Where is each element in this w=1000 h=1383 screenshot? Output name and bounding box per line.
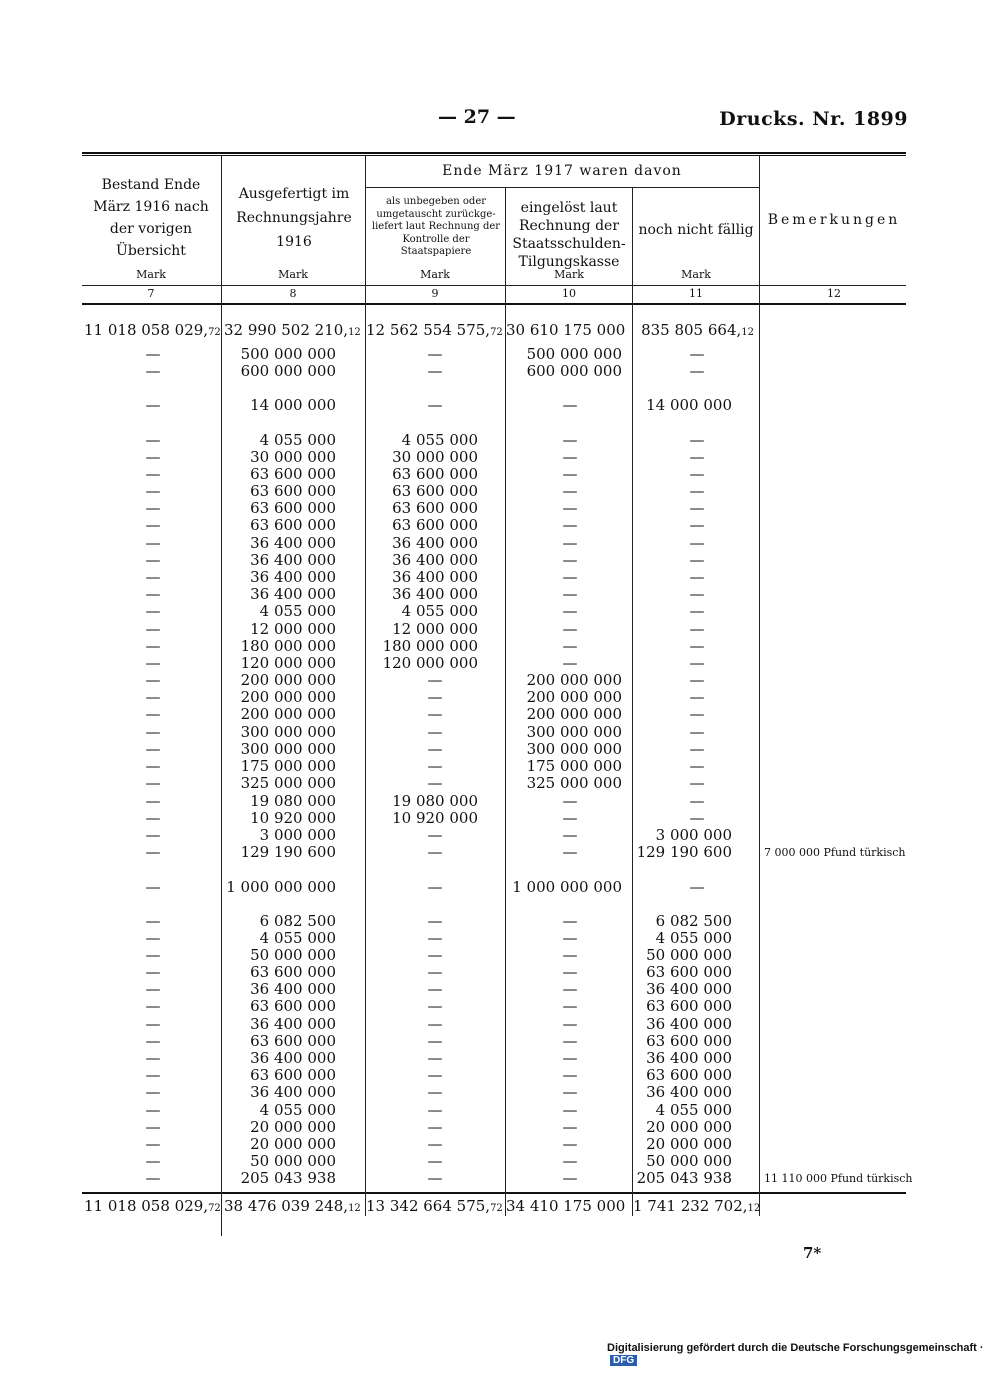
cell-c8: 200 000 000 [240,688,336,706]
col-divider-11-12 [759,156,760,1216]
cell-c8: 63 600 000 [250,516,336,534]
cell-c9: 120 000 000 [382,654,478,672]
cell-c9: — [427,1083,443,1101]
cell-c9: — [427,362,443,380]
cell-c8: 36 400 000 [250,585,336,603]
cell-c11: 63 600 000 [646,963,732,981]
cell-c8: 12 000 000 [250,620,336,638]
cell-c8: 300 000 000 [240,740,336,758]
cell-c7: — [145,774,161,792]
cell-c9: — [427,345,443,363]
cell-c7: — [145,1015,161,1033]
cell-c10: — [562,1101,578,1119]
cell-c9: — [427,826,443,844]
cell-c7: — [145,602,161,620]
cell-c7: — [145,482,161,500]
cell-c11: — [689,878,705,896]
cell-c9: — [427,1032,443,1050]
cell-c10: — [562,912,578,930]
cell-c7: — [145,568,161,586]
cell-c7: — [145,1152,161,1170]
cell-c7: — [145,637,161,655]
cell-c8: 63 600 000 [250,499,336,517]
cell-c11: 36 400 000 [646,1049,732,1067]
cell-c8: 63 600 000 [250,963,336,981]
cell-c9: 63 600 000 [392,499,478,517]
cell-c9: 19 080 000 [392,792,478,810]
cell-c12: 7 000 000 Pfund türkisch [764,846,906,859]
cell-c10: — [562,551,578,569]
cell-c10: 300 000 000 [526,740,622,758]
cell-c9: 36 400 000 [392,568,478,586]
cell-c11: — [689,448,705,466]
cell-c7: — [145,929,161,947]
cell-c8: 120 000 000 [240,654,336,672]
cell-c10: — [562,1015,578,1033]
cell-c7: — [145,671,161,689]
cell-c9: 63 600 000 [392,516,478,534]
cell-c8: 32 990 502 210,12 [224,321,361,339]
cell-c8: 10 920 000 [250,809,336,827]
cell-c10: — [562,826,578,844]
cell-c10: — [562,997,578,1015]
cell-c9: — [427,723,443,741]
cell-c9: — [427,929,443,947]
cell-c9: 12 000 000 [392,620,478,638]
cell-c11: — [689,671,705,689]
cell-c10: — [562,1169,578,1187]
cell-c9: — [427,1049,443,1067]
cell-c10: — [562,1118,578,1136]
cell-c11: — [689,602,705,620]
cell-c10: — [562,431,578,449]
cell-c8: 14 000 000 [250,396,336,414]
cell-c11: 50 000 000 [646,1152,732,1170]
cell-c10: — [562,1066,578,1084]
cell-c8: 63 600 000 [250,1066,336,1084]
cell-c8: 180 000 000 [240,637,336,655]
cell-c7: — [145,1118,161,1136]
cell-c9: — [427,757,443,775]
cell-c10: — [562,602,578,620]
cell-c8: 20 000 000 [250,1135,336,1153]
cell-c10: — [562,1083,578,1101]
cell-c11: 50 000 000 [646,946,732,964]
col11-unit: Mark [681,268,711,281]
cell-c7: — [145,688,161,706]
cell-c11: — [689,723,705,741]
cell-c11: — [689,654,705,672]
cell-c10: — [562,396,578,414]
cell-c7: — [145,620,161,638]
cell-c7: — [145,792,161,810]
cell-c9: 63 600 000 [392,465,478,483]
cell-c9: — [427,1152,443,1170]
cell-c8: 3 000 000 [259,826,336,844]
cell-c9: — [427,1135,443,1153]
cell-c9: — [427,878,443,896]
col7-header: Bestand Ende März 1916 nach der vorigen Übersicht [93,177,209,259]
cell-c11: — [689,620,705,638]
cell-c8: 50 000 000 [250,1152,336,1170]
cell-c7: — [145,1066,161,1084]
cell-c9: — [427,963,443,981]
cell-c11: — [689,637,705,655]
cell-c8: 63 600 000 [250,465,336,483]
cell-c10: — [562,620,578,638]
cell-c7: — [145,585,161,603]
cell-c10: — [562,585,578,603]
cell-c11: — [689,482,705,500]
cell-c8: 20 000 000 [250,1118,336,1136]
units-rule [82,285,906,286]
cell-c9: — [427,740,443,758]
cell-c11: — [689,551,705,569]
cell-c7: — [145,723,161,741]
cell-c7: — [145,1032,161,1050]
cell-c10: — [562,448,578,466]
cell-c9: 4 055 000 [401,602,478,620]
cell-c9: — [427,1015,443,1033]
cell-c7: — [145,499,161,517]
cell-c11: 4 055 000 [655,929,732,947]
cell-c10: 1 000 000 000 [512,878,622,896]
cell-c9: — [427,688,443,706]
cell-c11: — [689,740,705,758]
cell-c8: 63 600 000 [250,997,336,1015]
cell-c7: — [145,912,161,930]
col10-unit: Mark [554,268,584,281]
cell-c7: — [145,980,161,998]
cell-c7: — [145,431,161,449]
table-top-rule [82,152,906,154]
cell-c9: — [427,671,443,689]
cell-c11: — [689,568,705,586]
cell-c12: 11 110 000 Pfund türkisch [764,1172,913,1185]
col9-number: 9 [431,287,439,300]
page-number: — 27 — [438,106,516,128]
cell-c11: 20 000 000 [646,1118,732,1136]
cell-c10: — [562,465,578,483]
cell-c10: 600 000 000 [526,362,622,380]
cell-c7: — [145,757,161,775]
cell-c9: — [427,997,443,1015]
cell-c9: — [427,1169,443,1187]
cell-c11: 129 190 600 [636,843,732,861]
cell-c8: 205 043 938 [240,1169,336,1187]
cell-c8: 36 400 000 [250,534,336,552]
cell-c10: — [562,946,578,964]
total-col9: 13 342 664 575,72 [366,1197,503,1215]
cell-c7: — [145,534,161,552]
cell-c8: 129 190 600 [240,843,336,861]
cell-c7: 11 018 058 029,72 [84,321,221,339]
cell-c7: — [145,1049,161,1067]
total-col8: 38 476 039 248,12 [224,1197,361,1215]
col7-number: 7 [147,287,155,300]
cell-c7: — [145,946,161,964]
cell-c9: — [427,980,443,998]
cell-c10: — [562,809,578,827]
cell-c10: — [562,1032,578,1050]
cell-c11: 63 600 000 [646,1066,732,1084]
cell-c11: — [689,809,705,827]
cell-c8: 50 000 000 [250,946,336,964]
col11-number: 11 [689,287,703,300]
dfg-logo: DFG [610,1355,637,1366]
col8-header: Ausgefertigt im Rechnungsjahre 1916 [236,186,352,250]
cell-c7: — [145,809,161,827]
cell-c10: 500 000 000 [526,345,622,363]
cell-c10: — [562,568,578,586]
cell-c10: 200 000 000 [526,705,622,723]
cell-c10: 200 000 000 [526,671,622,689]
cell-c7: — [145,396,161,414]
cell-c9: 30 000 000 [392,448,478,466]
cell-c8: 600 000 000 [240,362,336,380]
cell-c9: 36 400 000 [392,534,478,552]
cell-c7: — [145,516,161,534]
cell-c10: — [562,963,578,981]
cell-c8: 500 000 000 [240,345,336,363]
cell-c7: — [145,843,161,861]
cell-c8: 36 400 000 [250,1015,336,1033]
col9-unit: Mark [420,268,450,281]
cell-c11: 63 600 000 [646,997,732,1015]
cell-c9: 36 400 000 [392,585,478,603]
cell-c11: 14 000 000 [646,396,732,414]
cell-c9: 4 055 000 [401,431,478,449]
print-reference: Drucks. Nr. 1899 [719,108,908,130]
cell-c8: 1 000 000 000 [226,878,336,896]
col10-number: 10 [562,287,576,300]
total-col10: 34 410 175 000 [506,1197,626,1215]
cell-c11: — [689,465,705,483]
cell-c11: — [689,792,705,810]
cell-c10: — [562,1152,578,1170]
cell-c8: 4 055 000 [259,1101,336,1119]
page-header [0,106,1000,136]
cell-c10: 300 000 000 [526,723,622,741]
cell-c7: — [145,1135,161,1153]
cell-c10: — [562,792,578,810]
cell-c10: — [562,534,578,552]
cell-c11: — [689,499,705,517]
cell-c9: — [427,946,443,964]
cell-c10: — [562,843,578,861]
cell-c9: — [427,396,443,414]
totals-rule [82,1192,906,1194]
cell-c9: — [427,912,443,930]
col8-number: 8 [289,287,297,300]
cell-c7: — [145,448,161,466]
cell-c8: 19 080 000 [250,792,336,810]
cell-c9: — [427,705,443,723]
cell-c9: 180 000 000 [382,637,478,655]
cell-c8: 30 000 000 [250,448,336,466]
cell-c11: — [689,534,705,552]
cell-c9: 12 562 554 575,72 [366,321,503,339]
cell-c8: 4 055 000 [259,431,336,449]
cell-c9: — [427,774,443,792]
cell-c9: 63 600 000 [392,482,478,500]
cell-c7: — [145,465,161,483]
cell-c7: — [145,740,161,758]
cell-c11: — [689,757,705,775]
cell-c7: — [145,1083,161,1101]
cell-c7: — [145,997,161,1015]
cell-c11: — [689,688,705,706]
cell-c11: 20 000 000 [646,1135,732,1153]
cell-c10: 325 000 000 [526,774,622,792]
cell-c7: — [145,705,161,723]
cell-c8: 63 600 000 [250,482,336,500]
cell-c8: 300 000 000 [240,723,336,741]
cell-c10: — [562,482,578,500]
table-top-rule-2 [82,155,906,156]
col9-header: als unbegeben oder umgetauscht zurückge- liefert laut Rechnung der Kontrolle der Staatspapiere [371,196,501,257]
cell-c10: — [562,637,578,655]
digitization-text: Digitalisierung gefördert durch die Deutsche Forschungsgemeinschaft · [607,1342,984,1354]
cell-c8: 200 000 000 [240,705,336,723]
col-divider-7-8 [221,156,222,1236]
cell-c10: — [562,1049,578,1067]
cell-c8: 63 600 000 [250,1032,336,1050]
col11-header: noch nicht fällig [638,222,754,238]
cell-c8: 36 400 000 [250,551,336,569]
digitization-credit [607,1342,1000,1366]
cell-c11: — [689,362,705,380]
cell-c11: — [689,431,705,449]
cell-c11: 3 000 000 [655,826,732,844]
cell-c10: — [562,654,578,672]
cell-c11: — [689,516,705,534]
total-col7: 11 018 058 029,72 [84,1197,221,1215]
col-divider-8-9 [365,156,366,1216]
cell-c11: 205 043 938 [636,1169,732,1187]
col10-header: eingelöst laut Rechnung der Staatsschulden- Tilgungskasse [512,200,626,270]
cell-c7: — [145,551,161,569]
cell-c10: — [562,980,578,998]
cell-c8: 36 400 000 [250,980,336,998]
cell-c11: — [689,705,705,723]
col12-header: Bemerkungen [767,212,901,228]
cell-c10: — [562,516,578,534]
cell-c7: — [145,878,161,896]
cell-c7: — [145,963,161,981]
cell-c11: 36 400 000 [646,1015,732,1033]
cell-c11: — [689,345,705,363]
cell-c8: 4 055 000 [259,929,336,947]
cell-c8: 175 000 000 [240,757,336,775]
cell-c10: — [562,929,578,947]
header-bottom-rule [82,303,906,305]
cell-c11: 63 600 000 [646,1032,732,1050]
cell-c10: 30 610 175 000 [506,321,626,339]
cell-c7: — [145,1169,161,1187]
cell-c9: — [427,1101,443,1119]
group-header-rule [365,187,759,188]
cell-c7: — [145,362,161,380]
cell-c9: — [427,1118,443,1136]
col12-number: 12 [827,287,841,300]
col7-unit: Mark [136,268,166,281]
cell-c11: 4 055 000 [655,1101,732,1119]
cell-c11: — [689,774,705,792]
cell-c8: 36 400 000 [250,1049,336,1067]
cell-c8: 200 000 000 [240,671,336,689]
cell-c8: 36 400 000 [250,1083,336,1101]
total-col11: 1 741 232 702,12 [633,1197,761,1215]
cell-c9: — [427,843,443,861]
cell-c10: — [562,1135,578,1153]
cell-c9: 36 400 000 [392,551,478,569]
cell-c11: 835 805 664,12 [641,321,754,339]
cell-c7: — [145,826,161,844]
cell-c8: 325 000 000 [240,774,336,792]
cell-c9: 10 920 000 [392,809,478,827]
cell-c9: — [427,1066,443,1084]
cell-c8: 4 055 000 [259,602,336,620]
sheet-mark: 7* [803,1244,822,1262]
cell-c7: — [145,654,161,672]
cell-c7: — [145,345,161,363]
cell-c8: 6 082 500 [259,912,336,930]
cell-c10: 200 000 000 [526,688,622,706]
cell-c10: 175 000 000 [526,757,622,775]
col8-unit: Mark [278,268,308,281]
cell-c8: 36 400 000 [250,568,336,586]
cell-c11: — [689,585,705,603]
cell-c11: 6 082 500 [655,912,732,930]
cell-c11: 36 400 000 [646,1083,732,1101]
group-header: Ende März 1917 waren davon [442,163,682,179]
cell-c11: 36 400 000 [646,980,732,998]
cell-c7: — [145,1101,161,1119]
cell-c10: — [562,499,578,517]
